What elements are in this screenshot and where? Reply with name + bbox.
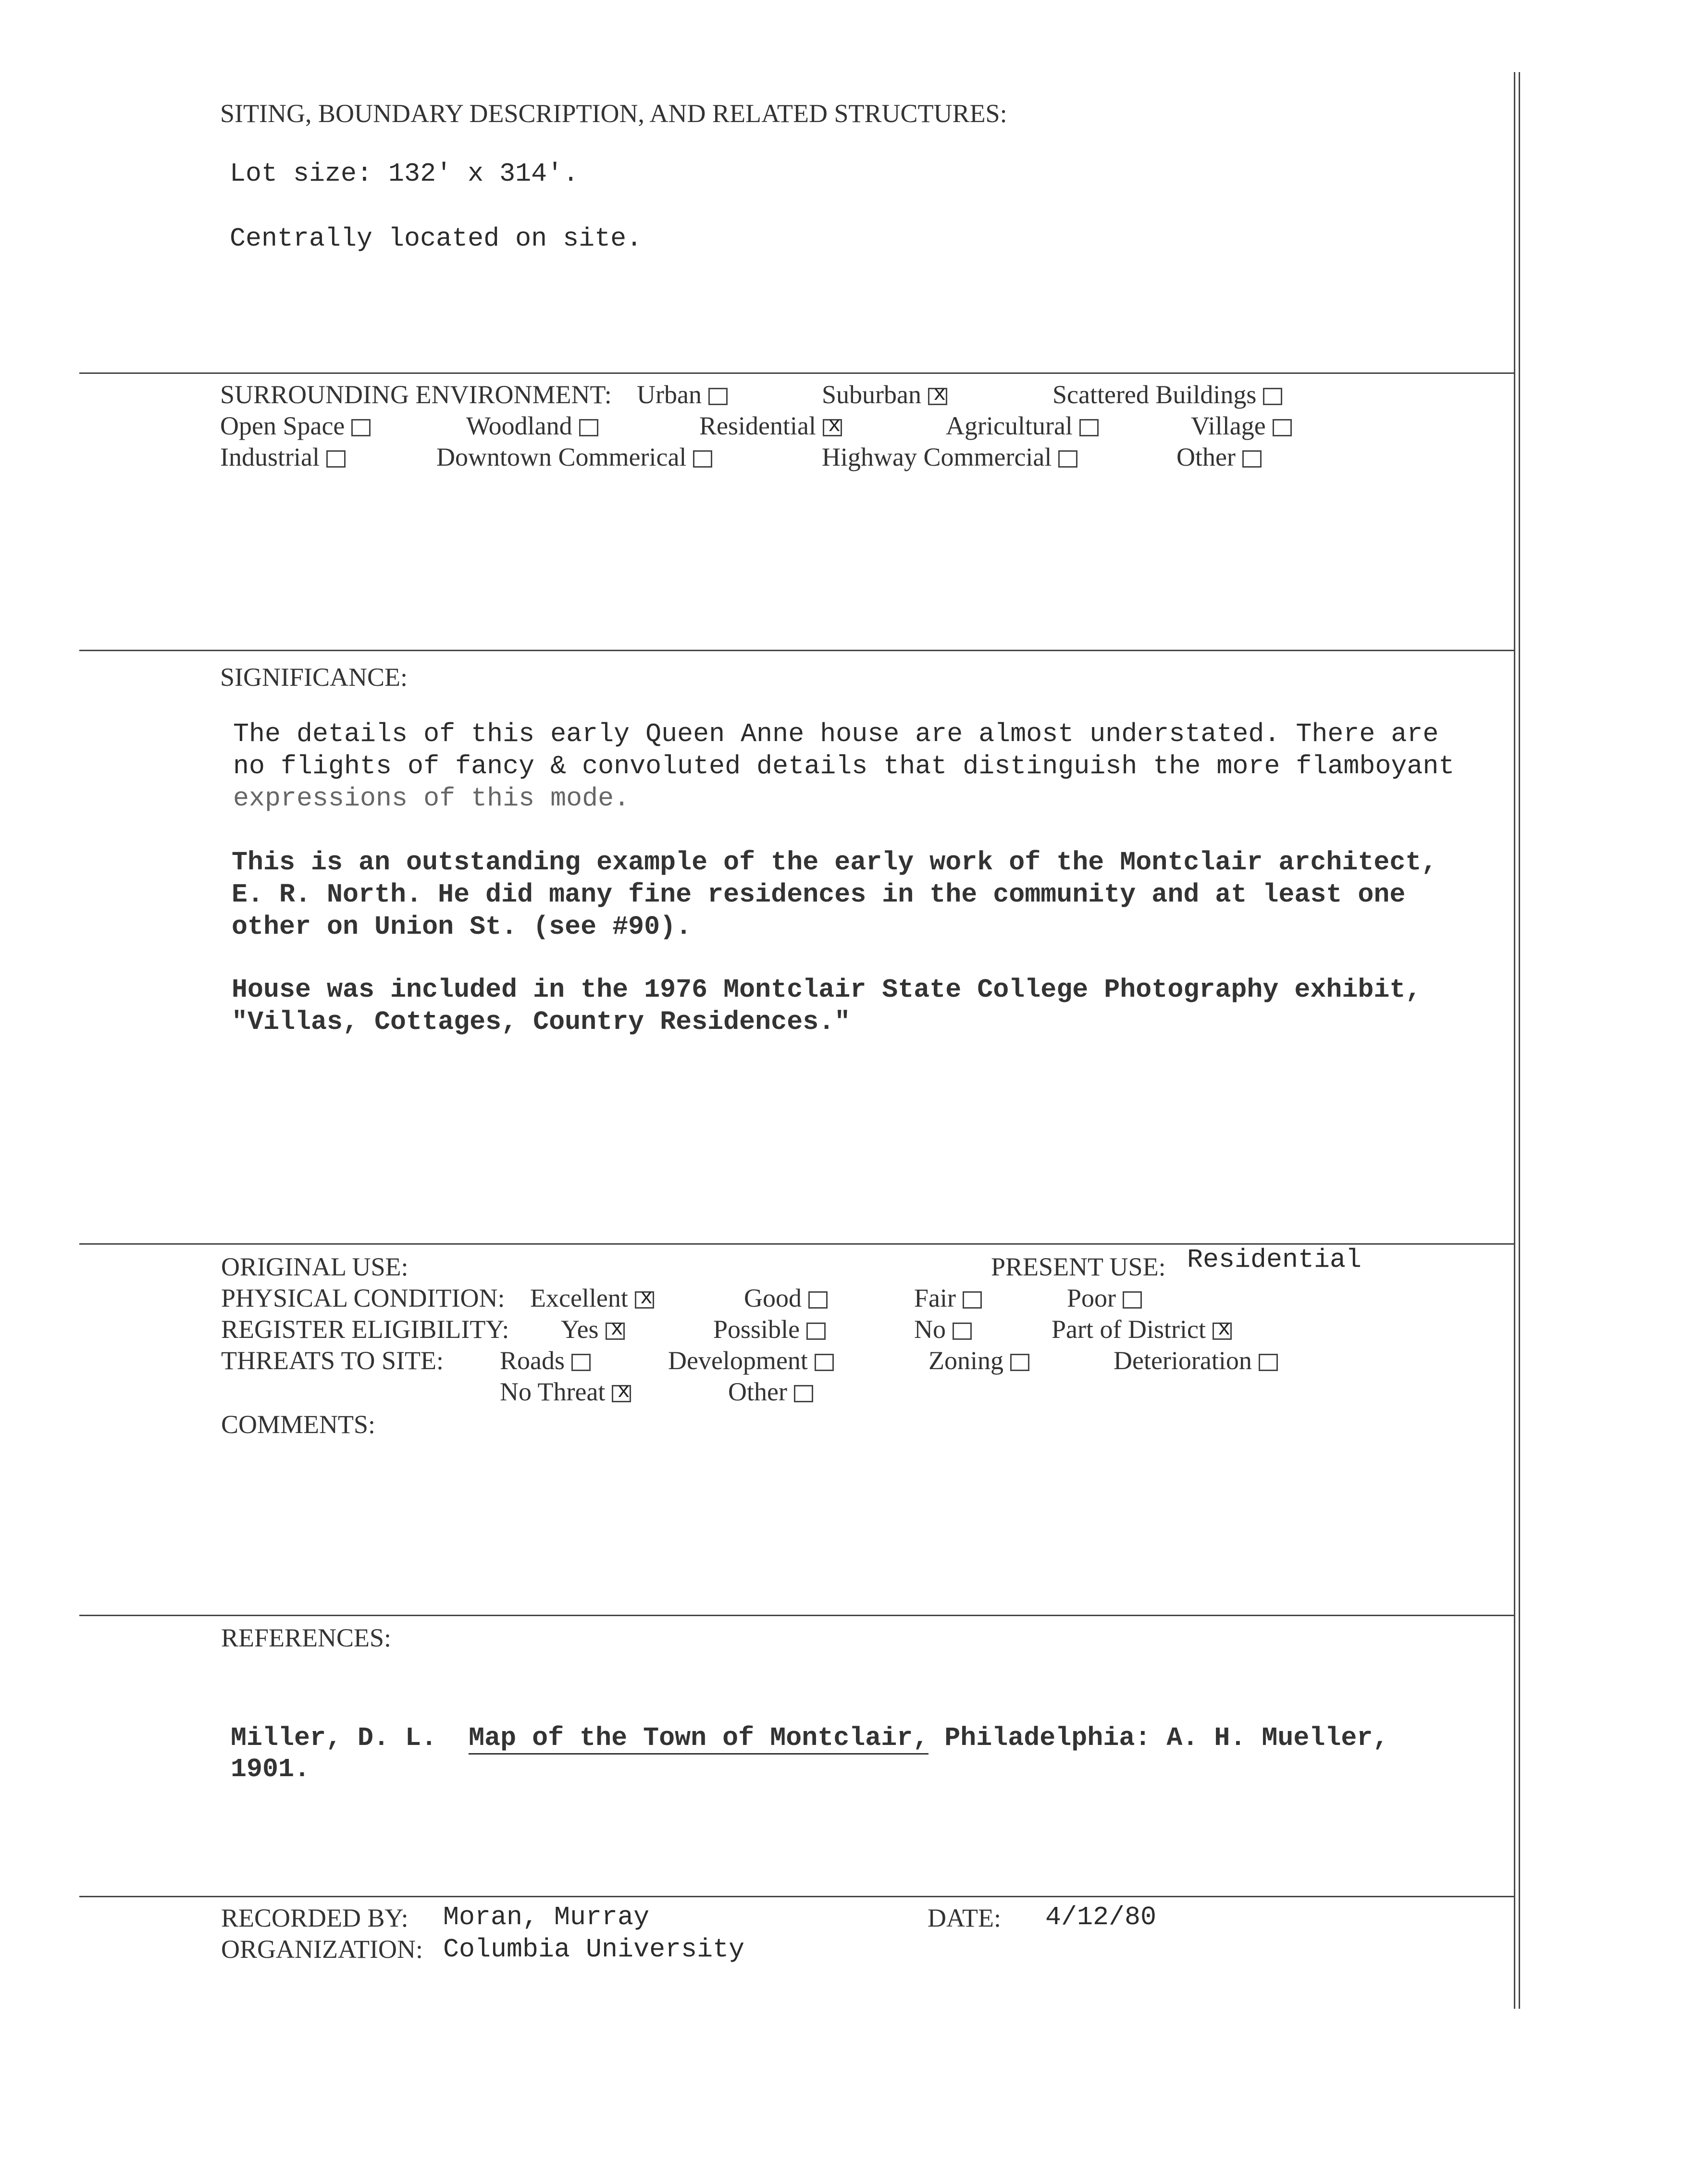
checkbox-industrial[interactable] (326, 450, 346, 468)
env-woodland-label: Woodland (466, 411, 572, 440)
right-border-line (1514, 72, 1515, 2009)
significance-line: no flights of fancy & convoluted details that distinguish the more flamboyant (233, 751, 1455, 781)
env-open-space (220, 411, 371, 441)
env-woodland (466, 411, 598, 441)
checkbox-zoning[interactable] (1010, 1354, 1029, 1371)
env-suburban (822, 380, 947, 409)
siting-heading: SITING, BOUNDARY DESCRIPTION, AND RELATED STRUCTURES: (220, 99, 1007, 128)
present-use-label: PRESENT USE: (991, 1252, 1166, 1281)
checkbox-no[interactable] (953, 1323, 972, 1340)
checkbox-downtown[interactable] (693, 450, 712, 468)
date-value: 4/12/80 (1045, 1902, 1157, 1932)
environment-heading: SURROUNDING ENVIRONMENT: (220, 380, 612, 409)
checkbox-suburban[interactable] (928, 388, 947, 405)
threat-development (668, 1346, 834, 1375)
section-divider (79, 1896, 1514, 1897)
threat-deterioration-label: Deterioration (1114, 1346, 1252, 1375)
env-open-space-label: Open Space (220, 411, 345, 440)
original-use-label: ORIGINAL USE: (221, 1252, 408, 1281)
checkbox-part-district[interactable] (1213, 1323, 1232, 1340)
reference-year: 1901. (231, 1754, 310, 1784)
lot-size: Lot size: 132' x 314'. (230, 159, 579, 189)
cond-excellent (530, 1283, 654, 1313)
right-border-line-inner (1519, 72, 1520, 2009)
threat-zoning (928, 1346, 1029, 1375)
significance-line: House was included in the 1976 Montclair State College Photography exhibit, (232, 975, 1422, 1005)
checkbox-no-threat[interactable] (612, 1385, 631, 1402)
checkbox-good[interactable] (808, 1291, 828, 1309)
threat-roads-label: Roads (500, 1346, 565, 1375)
organization-value: Columbia University (443, 1934, 745, 1965)
env-other (1176, 442, 1262, 472)
references-heading: REFERENCES: (221, 1623, 392, 1652)
env-agricultural-label: Agricultural (946, 411, 1073, 440)
checkbox-deterioration[interactable] (1259, 1354, 1278, 1371)
checkbox-poor[interactable] (1123, 1291, 1142, 1309)
checkbox-roads[interactable] (571, 1354, 591, 1371)
threat-other-label: Other (728, 1377, 787, 1406)
threat-roads (500, 1346, 591, 1375)
env-village (1191, 411, 1292, 441)
reference-title: Map of the Town of Montclair, (469, 1723, 928, 1755)
checkbox-urban[interactable] (708, 388, 728, 405)
checkbox-possible[interactable] (806, 1323, 826, 1340)
present-use-value: Residential (1187, 1245, 1362, 1275)
checkbox-fair[interactable] (963, 1291, 982, 1309)
reg-possible-label: Possible (713, 1315, 800, 1344)
env-industrial (220, 442, 346, 472)
env-scattered (1052, 380, 1282, 409)
threat-none-label: No Threat (500, 1377, 606, 1406)
env-agricultural (946, 411, 1099, 441)
site-location: Centrally located on site. (230, 223, 643, 254)
significance-line: The details of this early Queen Anne house are almost understated. There are (233, 719, 1439, 749)
section-divider (79, 650, 1514, 651)
env-industrial-label: Industrial (220, 443, 320, 471)
recorded-by-value: Moran, Murray (443, 1902, 650, 1932)
reg-yes-label: Yes (561, 1315, 599, 1344)
env-residential-label: Residential (699, 411, 816, 440)
env-downtown-label: Downtown Commerical (436, 443, 687, 471)
significance-line: other on Union St. (see #90). (232, 912, 692, 942)
env-residential (699, 411, 842, 441)
register-eligibility-label: REGISTER ELIGIBILITY: (221, 1315, 509, 1344)
significance-line: This is an outstanding example of the early work of the Montclair architect, (232, 847, 1437, 878)
reg-possible (713, 1314, 826, 1344)
checkbox-village[interactable] (1273, 419, 1292, 436)
checkbox-excellent[interactable] (635, 1291, 654, 1309)
checkbox-open-space[interactable] (351, 419, 371, 436)
reference-entry (231, 1723, 1388, 1753)
cond-good-label: Good (744, 1284, 802, 1312)
significance-line: E. R. North. He did many fine residences in the community and at least one (232, 879, 1406, 910)
threat-none (500, 1377, 631, 1407)
reference-publisher: Philadelphia: A. H. Mueller, (944, 1723, 1389, 1753)
env-highway-label: Highway Commercial (822, 443, 1052, 471)
cond-fair (914, 1283, 982, 1313)
checkbox-residential[interactable] (823, 419, 842, 436)
env-suburban-label: Suburban (822, 380, 921, 409)
reg-part-district (1052, 1314, 1232, 1344)
reg-no (914, 1314, 972, 1344)
threat-other (728, 1377, 813, 1407)
checkbox-env-other[interactable] (1242, 450, 1262, 468)
threat-zoning-label: Zoning (928, 1346, 1003, 1375)
comments-label: COMMENTS: (221, 1410, 376, 1439)
threat-deterioration (1114, 1346, 1278, 1375)
cond-good (744, 1283, 828, 1313)
cond-excellent-label: Excellent (530, 1284, 628, 1312)
env-other-label: Other (1176, 443, 1236, 471)
checkbox-threat-other[interactable] (794, 1385, 813, 1402)
threat-development-label: Development (668, 1346, 808, 1375)
physical-condition-label: PHYSICAL CONDITION: (221, 1284, 505, 1312)
reg-part-district-label: Part of District (1052, 1315, 1206, 1344)
env-urban (637, 380, 728, 409)
cond-poor (1067, 1283, 1142, 1313)
env-scattered-label: Scattered Buildings (1052, 380, 1257, 409)
checkbox-woodland[interactable] (579, 419, 598, 436)
threats-label: THREATS TO SITE: (221, 1346, 444, 1375)
reg-yes (561, 1314, 625, 1344)
section-divider (79, 372, 1514, 374)
reference-author: Miller, D. L. (231, 1723, 437, 1753)
checkbox-highway[interactable] (1058, 450, 1077, 468)
checkbox-scattered[interactable] (1263, 388, 1282, 405)
significance-heading: SIGNIFICANCE: (220, 663, 408, 692)
env-downtown (436, 442, 712, 472)
significance-line: expressions of this mode. (233, 783, 630, 814)
cond-fair-label: Fair (914, 1284, 956, 1312)
env-urban-label: Urban (637, 380, 702, 409)
reg-no-label: No (914, 1315, 946, 1344)
env-highway (822, 442, 1077, 472)
checkbox-yes[interactable] (606, 1323, 625, 1340)
checkbox-development[interactable] (815, 1354, 834, 1371)
cond-poor-label: Poor (1067, 1284, 1116, 1312)
env-village-label: Village (1191, 411, 1266, 440)
organization-label: ORGANIZATION: (221, 1935, 423, 1964)
checkbox-agricultural[interactable] (1079, 419, 1099, 436)
section-divider (79, 1615, 1514, 1616)
significance-line: "Villas, Cottages, Country Residences." (232, 1007, 851, 1037)
recorded-by-label: RECORDED BY: (221, 1904, 408, 1932)
date-label: DATE: (928, 1904, 1001, 1932)
